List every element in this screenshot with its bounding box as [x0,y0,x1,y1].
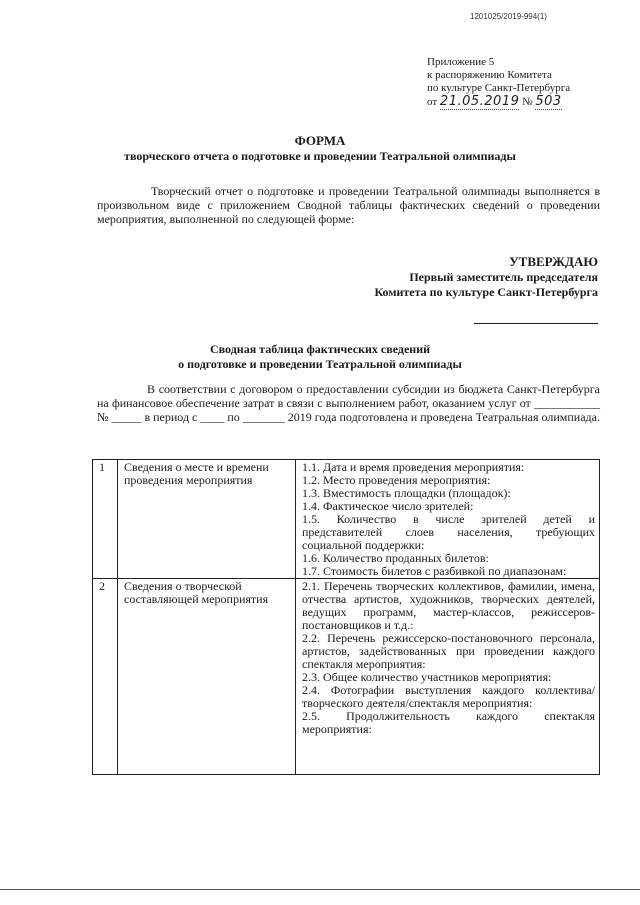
row-label: Сведения о месте и времени проведения мероприятия [118,460,296,579]
appendix-block [427,56,570,109]
list-item: 2.3. Общее количество участников мероприятия: [302,670,552,684]
intro-text: Творческий отчет о подготовке и проведении Театральной олимпиады выполняется в произвольном виде с приложением Сводной таблицы фактических сведений о проведении мероприятия, выполненной по следующей форме: [97,184,600,226]
appendix-date-prefix: от [427,96,438,108]
signature-line [474,323,598,324]
summary-table [92,459,600,775]
list-item: 1.5. Количество в числе зрителей детей и представителей слоев населения, требующих социальной поддержки: [302,512,595,552]
row-number: 1 [93,460,118,579]
list-item: 1.2. Место проведения мероприятия: [302,473,491,487]
list-item: 2.1. Перечень творческих коллективов, фамилии, имена, отчества артистов, художников, творческих деятелей, ведущих программ, мастер-классов, режиссеров-постановщиков и т.д.: [302,579,595,632]
approval-heading: УТВЕРЖДАЮ [509,254,598,269]
row-label: Сведения о творческой составляющей мероприятия [118,579,296,775]
appendix-date-line [427,95,570,109]
list-item: 2.5. Продолжительность каждого спектакля мероприятия: [302,709,595,736]
table-row [93,579,600,775]
handwritten-number: 503 [535,94,562,109]
intro-paragraph [97,184,600,226]
handwritten-date: 21.05.2019 [439,94,520,109]
list-item: 1.4. Фактическое число зрителей: [302,499,474,513]
summary-title [0,342,640,372]
list-item: 1.6. Количество проданных билетов: [302,551,489,565]
form-subtitle: творческого отчета о подготовке и проведении Театральной олимпиады [124,149,516,163]
table-row [93,460,600,579]
approval-position: Первый заместитель председателя [409,270,598,284]
appendix-line-3: по культуре Санкт-Петербурга [427,82,571,94]
summary-text: В соответствии с договором о предоставлении субсидии из бюджета Санкт-Петербурга на финансовое обеспечение затрат в связи с выполнением работ, оказанием услуг от ___________ № _____ в период с ____ по _______ 2019 года подготовлена и проведена Театральная олимпиада. [97,382,600,424]
row-items [296,579,600,775]
summary-paragraph [97,382,600,424]
appendix-line-1: Приложение 5 [427,56,495,68]
row-number: 2 [93,579,118,775]
list-item: 1.7. Стоимость билетов с разбивкой по диапазонам: [302,564,567,578]
row-items [296,460,600,579]
document-id: 1201025/2019-994(1) [470,12,547,21]
form-title: ФОРМА [294,133,346,148]
list-item: 1.3. Вместимость площадки (площадок): [302,486,511,500]
list-item: 2.4. Фотографии выступления каждого коллектива/творческого деятеля/спектакля мероприятия: [302,683,595,710]
scan-edge-line [0,889,640,890]
list-item: 2.2. Перечень режиссерско-постановочного персонала, артистов, задействованных при проведении каждого спектакля мероприятия: [302,631,595,671]
appendix-line-2: к распоряжению Комитета [427,69,552,81]
approval-organization: Комитета по культуре Санкт-Петербурга [374,285,598,299]
summary-title-line-1: Сводная таблица фактических сведений [209,342,431,356]
summary-title-line-2: о подготовке и проведении Театральной олимпиады [178,357,462,371]
list-item: 1.1. Дата и время проведения мероприятия: [302,460,525,474]
empty-space [302,736,595,774]
appendix-number-label: № [522,96,533,108]
